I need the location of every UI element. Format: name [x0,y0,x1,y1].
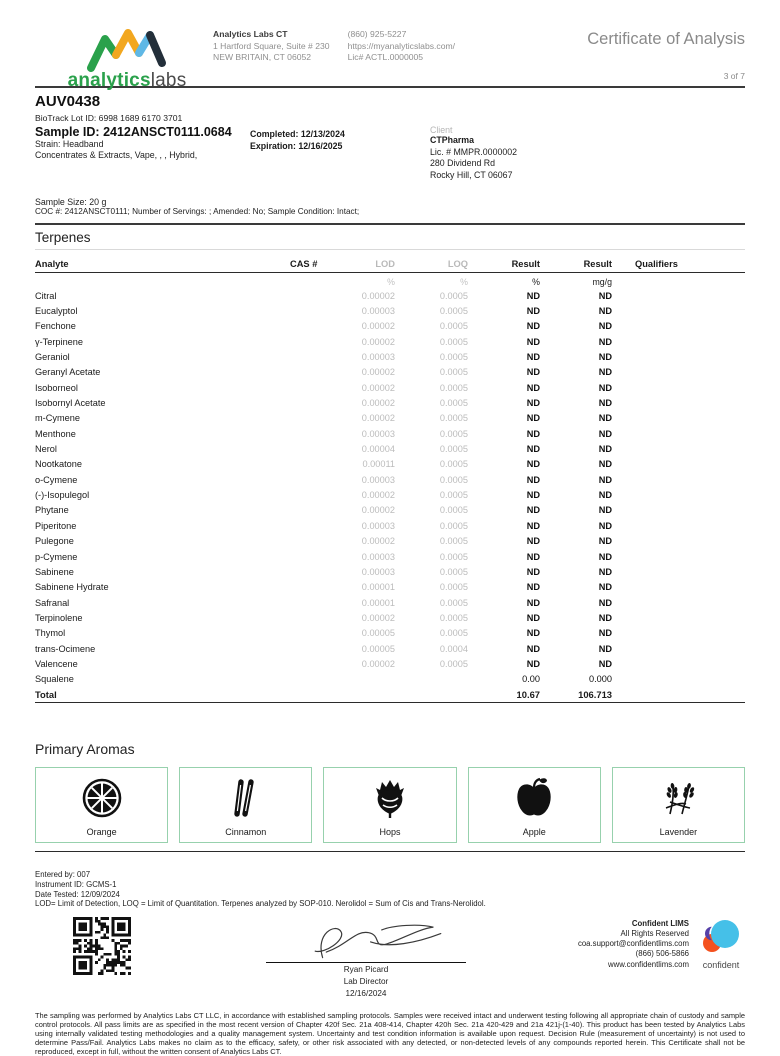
signer-name: Ryan Picard [343,964,389,974]
analyte-cell: Sabinene [35,566,74,577]
lod-cell: 0.00001 [361,582,395,593]
analyte-cell: Fenchone [35,321,76,332]
unit-lod: % [387,276,395,287]
signature-icon [271,917,461,965]
lod-cell: 0.00003 [361,352,395,363]
lab-address1: 1 Hartford Square, Suite # 230 [213,40,330,51]
total-row [35,687,745,704]
lod-cell: 0.00002 [361,536,395,547]
aroma-card-hops [323,767,456,843]
sample-code: AUV0438 [35,93,101,110]
analyte-cell: Isobornyl Acetate [35,398,106,409]
aroma-card-lavender [612,767,745,843]
table-row [35,472,745,487]
loq-cell: 0.0005 [439,474,468,485]
result-mgg-cell: ND [598,566,612,577]
loq-cell: 0.0005 [439,382,468,393]
analyte-cell: Nerol [35,444,57,455]
table-row [35,610,745,625]
result-pct-cell: ND [526,367,540,378]
col-loq: LOQ [447,259,468,269]
result-pct-cell: ND [526,398,540,409]
client-address1: 280 Dividend Rd [430,158,496,168]
loq-cell: 0.0005 [439,367,468,378]
coa-title-block [587,20,745,81]
analyte-cell: γ-Terpinene [35,336,84,347]
result-mgg-cell: ND [598,628,612,639]
lab-contact-block [348,20,455,64]
completed-date: Completed: 12/13/2024 [250,129,345,139]
analyte-cell: Geraniol [35,352,70,363]
result-mgg-cell: ND [598,536,612,547]
table-body [35,288,745,687]
result-mgg-cell: ND [598,398,612,409]
result-mgg-cell: ND [598,352,612,363]
table-row [35,334,745,349]
document-title: Certificate of Analysis [587,30,745,48]
result-pct-cell: ND [526,444,540,455]
result-pct-cell: ND [526,290,540,301]
result-pct-cell: ND [526,612,540,623]
result-pct-cell: ND [526,428,540,439]
date-tested: Date Tested: 12/09/2024 [35,889,120,899]
loq-cell: 0.0005 [439,321,468,332]
footer-notes [35,870,745,908]
loq-cell: 0.0005 [439,536,468,547]
table-row [35,426,745,441]
cinnamon-icon [224,776,268,825]
lab-name: Analytics Labs CT [213,29,288,39]
lims-rights: All Rights Reserved [620,929,689,939]
loq-cell: 0.0005 [439,628,468,639]
client-label: Client [430,125,453,135]
result-pct-cell: ND [526,658,540,669]
unit-loq: % [460,276,468,287]
loq-cell: 0.0005 [439,612,468,623]
table-row [35,626,745,641]
hops-icon [368,776,412,825]
result-pct-cell: ND [526,643,540,654]
aroma-label: Hops [379,827,401,838]
analyte-cell: Sabinene Hydrate [35,582,109,593]
brand-wordmark [63,70,191,92]
lod-cell: 0.00005 [361,628,395,639]
result-mgg-cell: ND [598,459,612,470]
analyte-cell: Squalene [35,674,74,685]
result-pct-cell: ND [526,459,540,470]
analyte-cell: Safranal [35,597,70,608]
client-block [430,125,517,181]
lod-cell: 0.00002 [361,398,395,409]
confident-wordmark: confident [702,959,740,970]
total-result-pct: 10.67 [516,689,540,701]
expiration-date: Expiration: 12/16/2025 [250,141,343,151]
result-pct-cell: ND [526,505,540,516]
col-analyte: Analyte [35,259,69,269]
result-mgg-cell: 0.000 [589,674,612,685]
loq-cell: 0.0005 [439,336,468,347]
aroma-label: Cinnamon [225,827,267,838]
analyte-cell: Pulegone [35,536,74,547]
lab-phone: (860) 925-5227 [347,29,407,39]
result-pct-cell: 0.00 [522,674,540,685]
analyte-cell: Isoborneol [35,382,78,393]
result-pct-cell: ND [526,582,540,593]
signature-date: 12/16/2024 [345,988,387,998]
lims-name: Confident LIMS [631,918,689,928]
result-pct-cell: ND [526,413,540,424]
loq-cell: 0.0005 [439,352,468,363]
analyte-cell: Phytane [35,505,69,516]
sample-info [35,88,745,225]
entered-by: Entered by: 007 [35,870,91,880]
lims-block [578,917,745,970]
total-label: Total [35,689,57,701]
table-row [35,595,745,610]
table-row [35,641,745,656]
sample-id-block [35,125,250,181]
lod-cell: 0.00003 [361,566,395,577]
table-row [35,487,745,502]
result-pct-cell: ND [526,382,540,393]
section-title-aromas: Primary Aromas [35,741,135,758]
col-result-pct: Result [511,259,540,269]
lod-cell: 0.00002 [361,413,395,424]
page-number: 3 of 7 [723,71,745,81]
result-pct-cell: ND [526,536,540,547]
lod-cell: 0.00002 [361,612,395,623]
table-row [35,580,745,595]
table-row [35,288,745,303]
loq-cell: 0.0005 [439,505,468,516]
lod-cell: 0.00001 [361,597,395,608]
result-mgg-cell: ND [598,367,612,378]
result-mgg-cell: ND [598,290,612,301]
table-row [35,380,745,395]
loq-cell: 0.0005 [439,428,468,439]
result-pct-cell: ND [526,306,540,317]
orange-icon [80,776,124,825]
biotrack-lot-id: BioTrack Lot ID: 6998 1689 6170 3701 [35,113,183,123]
primary-aromas-section [35,741,745,843]
lims-website[interactable]: www.confidentlims.com [607,959,689,969]
result-mgg-cell: ND [598,382,612,393]
table-row [35,319,745,334]
result-mgg-cell: ND [598,658,612,669]
units-row [35,275,745,288]
result-mgg-cell: ND [598,582,612,593]
loq-cell: 0.0004 [439,643,468,654]
signer-title: Lab Director [343,976,389,986]
total-result-mgg: 106.713 [578,689,612,701]
col-result-mgg: Result [583,259,612,269]
loq-cell: 0.0005 [439,520,468,531]
lod-cell: 0.00003 [361,551,395,562]
table-row [35,411,745,426]
loq-cell: 0.0005 [439,398,468,409]
dates-block [250,125,430,181]
table-row [35,395,745,410]
col-cas: CAS # [290,259,318,269]
signature-row [35,917,745,999]
lod-cell: 0.00011 [362,459,395,470]
aroma-label: Apple [522,827,546,838]
col-qualifiers: Qualifiers [635,259,678,269]
section-title-terpenes: Terpenes [35,225,745,250]
result-mgg-cell: ND [598,321,612,332]
analyte-cell: m-Cymene [35,413,80,424]
loq-cell: 0.0005 [439,306,468,317]
analyte-cell: Terpinolene [35,612,83,623]
qr-code[interactable] [73,917,131,975]
lod-cell: 0.00002 [361,490,395,501]
result-mgg-cell: ND [598,597,612,608]
lab-address-block [213,20,330,64]
aroma-label: Orange [86,827,117,838]
lab-logo [63,22,191,92]
analyte-cell: Geranyl Acetate [35,367,101,378]
col-lod: LOD [375,259,395,269]
lab-address2: NEW BRITAIN, CT 06052 [213,52,312,62]
result-pct-cell: ND [526,566,540,577]
lod-cell: 0.00002 [361,367,395,378]
definitions-note: LOD= Limit of Detection, LOQ = Limit of Quantitation. Terpenes analyzed by SOP-010. Nerolidol = Sum of Cis and Trans-Nerolidol. [35,899,486,909]
unit-result-mgg: mg/g [592,276,612,287]
result-pct-cell: ND [526,628,540,639]
table-row [35,534,745,549]
result-pct-cell: ND [526,474,540,485]
result-mgg-cell: ND [598,551,612,562]
analyte-cell: Citral [35,290,57,301]
analyte-cell: Valencene [35,658,78,669]
loq-cell: 0.0005 [439,459,468,470]
result-pct-cell: ND [526,352,540,363]
lod-cell: 0.00002 [361,658,395,669]
analyte-cell: o-Cymene [35,474,78,485]
analyte-cell: p-Cymene [35,551,78,562]
result-pct-cell: ND [526,490,540,501]
result-mgg-cell: ND [598,306,612,317]
table-row [35,549,745,564]
table-row [35,441,745,456]
lod-cell: 0.00002 [361,382,395,393]
lims-phone: (866) 506-5866 [635,949,689,959]
table-row [35,457,745,472]
lod-cell: 0.00003 [361,520,395,531]
strain: Strain: Headband [35,139,104,149]
header [35,0,745,91]
lod-cell: 0.00004 [361,444,395,455]
loq-cell: 0.0005 [439,658,468,669]
loq-cell: 0.0005 [439,551,468,562]
confident-logo-icon [699,917,743,957]
lab-license: Lic# ACTL.0000005 [347,52,424,62]
table-row [35,349,745,364]
aroma-card-orange [35,767,168,843]
result-mgg-cell: ND [598,643,612,654]
result-pct-cell: ND [526,336,540,347]
terpenes-section [35,225,745,703]
analyte-cell: Eucalyptol [35,306,78,317]
aroma-card-cinnamon [179,767,312,843]
result-mgg-cell: ND [598,428,612,439]
table-row [35,656,745,671]
result-mgg-cell: ND [598,336,612,347]
lod-cell: 0.00003 [361,474,395,485]
result-mgg-cell: ND [598,490,612,501]
result-pct-cell: ND [526,597,540,608]
sample-id: Sample ID: 2412ANSCT0111.0684 [35,125,232,139]
loq-cell: 0.0005 [439,582,468,593]
result-mgg-cell: ND [598,612,612,623]
lod-cell: 0.00003 [361,428,395,439]
loq-cell: 0.0005 [439,490,468,501]
matrix-type: Concentrates & Extracts, Vape, , , Hybrid, [35,150,198,160]
client-address2: Rocky Hill, CT 06067 [430,169,513,180]
table-row [35,503,745,518]
table-header [35,259,745,273]
lab-website[interactable]: https://myanalyticslabs.com/ [347,40,456,51]
client-name: CTPharma [430,135,474,145]
lod-cell: 0.00003 [361,306,395,317]
table-row [35,672,745,687]
lod-cell: 0.00005 [361,643,395,654]
instrument-id: Instrument ID: GCMS-1 [35,880,117,890]
aroma-card-apple [468,767,601,843]
result-mgg-cell: ND [598,505,612,516]
analyte-cell: Menthone [35,428,76,439]
lavender-icon [656,776,700,825]
result-pct-cell: ND [526,321,540,332]
analyte-cell: trans-Ocimene [35,643,96,654]
lod-cell: 0.00002 [361,336,395,347]
disclaimer-text: The sampling was performed by Analytics Labs CT LLC, in accordance with established sampling protocols. Samples were received intact and underwent testing following all appropriate chain of custody and sample control protocols. All pass limits are as specified in the most recent version of Chapter 420f Sec. 21a 408-414, Chapter 420h Sec. 21a 420-429 and 21a 421j-(1-40). This product has been tested by Analytics Labs using internally validated testing methodologies and a quality management system. Uncertainty and test condition information is available upon request. Decision Rule (measurement of uncertainty) is not used to determine Pass/Fail. Analytics Labs makes no claim as to the efficacy, safety, or other risk associated with any detected, or non-detected levels of any compounds reported herein. This Certificate shall not be reproduced, except in full, without the written consent of Analytics Labs CT. [35,1010,745,1056]
client-license: Lic. # MMPR.0000002 [430,146,518,157]
lod-cell: 0.00002 [361,290,395,301]
lims-email[interactable]: coa.support@confidentlims.com [577,939,689,949]
footer-divider [35,851,745,852]
result-mgg-cell: ND [598,474,612,485]
analyte-cell: (-)-Isopulegol [35,490,90,501]
loq-cell: 0.0005 [439,290,468,301]
result-mgg-cell: ND [598,413,612,424]
unit-result-pct: % [532,276,540,287]
aroma-label: Lavender [659,827,698,838]
mountains-logo-icon [86,22,168,72]
coc-number: COC #: 2412ANSCT0111; Number of Servings: ; Amended: No; Sample Condition: Intact; [35,207,360,216]
analyte-cell: Piperitone [35,520,77,531]
signature-block [266,917,466,999]
brand-primary: analytics [67,70,151,91]
table-row [35,518,745,533]
apple-icon [512,776,556,825]
result-mgg-cell: ND [598,444,612,455]
table-row [35,303,745,318]
lod-cell: 0.00002 [361,321,395,332]
lod-cell: 0.00002 [361,505,395,516]
result-mgg-cell: ND [598,520,612,531]
loq-cell: 0.0005 [439,413,468,424]
table-row [35,564,745,579]
result-pct-cell: ND [526,520,540,531]
loq-cell: 0.0005 [439,444,468,455]
analyte-cell: Nootkatone [35,459,82,470]
loq-cell: 0.0005 [439,566,468,577]
analyte-cell: Thymol [35,628,66,639]
result-pct-cell: ND [526,551,540,562]
sample-meta [35,197,745,225]
brand-secondary: labs [150,70,187,91]
loq-cell: 0.0005 [439,597,468,608]
confident-logo [697,917,745,970]
sample-size: Sample Size: 20 g [35,197,107,207]
table-row [35,365,745,380]
